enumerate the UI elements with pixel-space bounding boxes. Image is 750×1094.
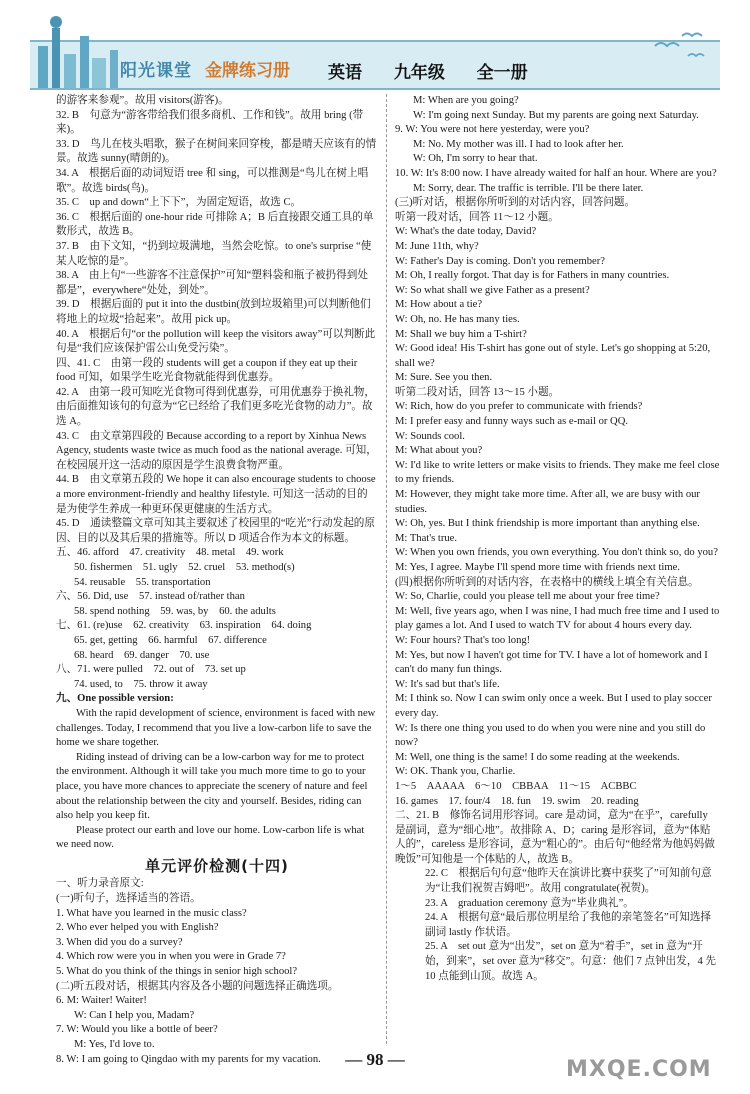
transcript-line: (四)根据你所听到的对话内容，在表格中的横线上填全有关信息。 [395,576,699,588]
transcript-line: 9. W: You were not here yesterday, were you? [395,124,590,136]
column-divider [386,94,388,1044]
birds-icon [650,26,710,66]
answer-line: 32. B 句意为“游客带给我们很多商机、工作和钱”。故用 bring (带来)。 [56,109,364,136]
transcript-line: M: I prefer easy and funny ways such as e-mail or QQ. [395,416,628,428]
transcript-line: M: Yes, but now I haven't got time for TV. I have a lot of homework and I can't do many fun things. [395,649,708,676]
answer-line: 38. A 由上句“一些游客不注意保护”可知“塑料袋和瓶子被扔得到处都是”，everywhere“处处，到处”。 [56,270,368,296]
left-column [56,94,378,1067]
transcript-line: M: Yes, I agree. Maybe I'll spend more time with friends next time. [395,562,680,573]
transcript-line: M: June 11th, why? [395,240,479,252]
transcript-line: M: That's true. [395,532,458,544]
transcript-line: W: It's sad but that's life. [395,678,500,690]
answer-line: 68. heard 69. danger 70. use [74,649,210,661]
listening-line: (二)听五段对话，根据其内容及各小题的问题选择正确选项。 [56,980,339,992]
answer-line: 39. D 根据后面的 put it into the dustbin(放到垃圾箱里)可以判断他们将地上的垃圾“拾起来”。故用 pick up。 [56,299,371,325]
essay-heading: 九、One possible version: [56,693,174,705]
answer-line: 42. A 由第一段可知吃光食物可得到优惠券，可用优惠券于换礼物，由后面推知该句的句意为“它已经给了我们更多吃光食物的动力”。故选 A。 [56,386,375,428]
answer-line: 22. C 根据后句句意“他昨天在演讲比赛中获奖了”可知前句意为“让我们祝贺吉姆吧”。故用 congratulate(祝贺)。 [425,868,712,895]
answer-line: 50. fishermen 51. ugly 52. cruel 53. method(s) [74,562,295,573]
answer-line: 八、71. were pulled 72. out of 73. set up [56,664,246,676]
transcript-line: M: When are you going? [413,95,519,106]
transcript-line: M: Well, five years ago, when I was nine, I had much free time and I used to play games a lot. And I used to watch TV for about 4 hours every day. [395,605,720,632]
answer-line: 58. spend nothing 59. was, by 60. the adults [74,605,276,617]
essay-paragraph: With the rapid development of science, environment is faced with new challenges. Today, I recommend that you live a low-carbon life to save the home we share together. [56,707,376,749]
transcript-line: M: What about you? [395,445,483,457]
listening-line: 3. When did you do a survey? [56,936,183,948]
transcript-line: W: Oh, no. He has many ties. [395,313,520,325]
transcript-line: W: Is there one thing you used to do when you were nine and you still do now? [395,722,706,749]
transcript-line: M: Sorry, dear. The traffic is terrible. I'll be there later. [413,182,644,194]
subject-title: 英语 九年级 全一册 [328,63,528,83]
transcript-line: M: Shall we buy him a T-shirt? [395,328,527,340]
answer-line: 七、61. (re)use 62. creativity 63. inspiration 64. doing [56,620,312,632]
transcript-line: M: Well, one thing is the same! I do some reading at the weekends. [395,751,680,763]
page-number: — 98 — [345,1050,405,1069]
transcript-line: M: I think so. Now I can swim only once a week. But I used to play soccer every day. [395,693,712,719]
answer-line: 35. C up and down“上下下”，为固定短语，故选 C。 [56,197,302,209]
listening-line: 4. Which row were you in when you were in Grade 7? [56,951,286,963]
transcript-line: W: OK. Thank you, Charlie. [395,766,516,778]
answer-line: 40. A 根据后句“or the pollution will keep the visitors away”可以判断此句是“我们应该保护雷公山免受污染”。 [56,328,376,355]
transcript-line: M: No. My mother was ill. I had to look after her. [413,138,624,150]
answer-line: 六、56. Did, use 57. instead of/rather than [56,591,245,603]
answer-line: 44. B 由文章第五段的 We hope it can also encourage students to choose a more environment-friendly and healthy lifestyle. 可知这一活动的目的是为使学生养成一种更环保更健康的生活方式。 [56,474,376,515]
transcript-line: W: Father's Day is coming. Don't you remember? [395,255,605,267]
answer-line: 36. C 根据后面的 one-hour ride 可排除 A；B 后直接跟交通工具的单数形式，故选 B。 [56,211,374,238]
answer-key-line: 1～5 AAAAA 6～10 CBBAA 11～15 ACBBC [395,780,637,792]
transcript-line: M: However, they might take more time. After all, we are busy with our studies. [395,489,700,515]
listening-line: 一、听力录音原文: [56,878,144,890]
brand-subtitle: 金牌练习册 [205,61,290,81]
transcript-line: W: So what shall we give Father as a present? [395,284,590,296]
transcript-line: 听第一段对话，回答 11～12 小题。 [395,211,559,223]
transcript-line: W: So, Charlie, could you please tell me about your free time? [395,591,660,603]
listening-line: W: Can I help you, Madam? [74,1009,195,1021]
transcript-line: W: I'd like to write letters or make visits to friends. They make me feel close to my friends. [395,459,720,486]
essay-paragraph: Please protect our earth and love our home. Low-carbon life is what we need now. [56,824,365,851]
transcript-line: M: Oh, I really forgot. That day is for Fathers in many countries. [395,270,670,282]
watermark-text: MXQE.COM [566,1057,712,1082]
answer-line: 43. C 由文章第四段的 Because according to a report by Xinhua News Agency, students waste twice as much food as the national average. 可知，在校园展开这一活动的原因是学生浪费食物严重。 [56,430,377,471]
page-header [0,0,750,92]
answer-line: 65. get, getting 66. harmful 67. difference [74,634,267,646]
right-column [395,94,720,984]
answer-line: 24. A 根据句意“最后那位明星给了我他的亲笔签名”可知选择副词 lastly 作状语。 [425,912,712,938]
answer-line: 74. used, to 75. throw it away [74,678,208,690]
answer-line: 37. B 由下文知，“扔到垃圾满地，当然会吃惊。to one's surprise “使某人吃惊的是”。 [56,240,372,267]
answer-line: 四、41. C 由第一段的 students will get a coupon if they eat up their food 可知，如果学生吃光食物就能得到优惠券。 [56,357,358,384]
essay-paragraph: Riding instead of driving can be a low-carbon way for me to protect the environment. Although it will take you much more time to go to your place, you have more chances to appreciate the scenery of nature and feel about the relationship between the city and yourself. Besides, riding can also help you keep fit. [56,751,368,822]
transcript-line: W: When you own friends, you own everything. You don't think so, do you? [395,547,718,559]
transcript-line: W: Rich, how do you prefer to communicate with friends? [395,401,643,413]
listening-line: 7. W: Would you like a bottle of beer? [56,1024,218,1036]
answer-line: 54. reusable 55. transportation [74,576,211,588]
listening-line: 6. M: Waiter! Waiter! [56,995,147,1007]
transcript-line: 10. W: It's 8:00 now. I have already waited for half an hour. Where are you? [395,167,717,179]
transcript-line: W: I'm going next Sunday. But my parents are going next Saturday. [413,109,699,121]
answer-key-line: 16. games 17. four/4 18. fun 19. swim 20. reading [395,795,639,807]
listening-line: 8. W: I am going to Qingdao with my parents for my vacation. [56,1053,321,1065]
transcript-line: W: Oh, yes. But I think friendship is more important than anything else. [395,518,700,530]
answer-line: 25. A set out 意为“出发”，set on 意为“着手”，set in 意为“开始，到来”，set over 意为“移交”。句意：他们 7 点钟出发，4 先 10 点能到山顶。故选 A。 [425,941,717,982]
answer-line: 33. D 鸟儿在枝头唱歌，猴子在树间来回穿梭，都是晴天应该有的情景。故选 sunny(晴朗的)。 [56,138,377,165]
section-title: 单元评价检测(十四) [145,856,289,875]
transcript-line: W: Sounds cool. [395,430,465,442]
transcript-line: (三)听对话，根据你所听到的对话内容，回答问题。 [395,197,636,209]
listening-line: (一)听句子，选择适当的答语。 [56,893,201,905]
listening-line: 1. What have you learned in the music class? [56,907,247,919]
transcript-line: W: Oh, I'm sorry to hear that. [413,153,538,165]
answer-line: 23. A graduation ceremony 意为“毕业典礼”。 [425,897,634,909]
listening-line: 5. What do you think of the things in senior high school? [56,966,298,978]
answer-line: 45. D 通读整篇文章可知其主要叙述了校园里的“吃光”行动发起的原因、目的以及其后果的措施等。所以 D 项适合作为本文的标题。 [56,518,375,544]
answer-line: 五、46. afford 47. creativity 48. metal 49. work [56,547,284,559]
answer-line: 二、21. B 修饰名词用形容词。care 是动词，意为“在乎”，carefully 是副词，意为“细心地”。故排除 A、D；caring 是形容词，意为“体贴人的”，careless 是形容词，意为“粗心的”。由后句“他经常为他妈妈做晚饭”可知他是一个体贴的人，故选 B。 [395,810,715,865]
transcript-line: 听第二段对话，回答 13～15 小题。 [395,386,560,398]
transcript-line: W: Good idea! His T-shirt has gone out of style. Let's go shopping at 5:20, shall we? [395,343,711,369]
brand-title: 阳光课堂 [120,61,192,81]
transcript-line: W: What's the date today, David? [395,226,537,238]
transcript-line: M: How about a tie? [395,299,483,311]
transcript-line: W: Four hours? That's too long! [395,634,531,646]
transcript-line: M: Sure. See you then. [395,372,493,384]
answer-line: 34. A 根据后面的动词短语 tree 和 sing，可以推测是“鸟儿在树上唱歌”。故选 birds(鸟)。 [56,167,369,194]
answer-line: 的游客来参观”。故用 visitors(游客)。 [56,95,229,106]
listening-line: M: Yes, I'd love to. [74,1039,155,1050]
watermark-logo [558,1028,728,1088]
listening-line: 2. Who ever helped you with English? [56,922,219,934]
